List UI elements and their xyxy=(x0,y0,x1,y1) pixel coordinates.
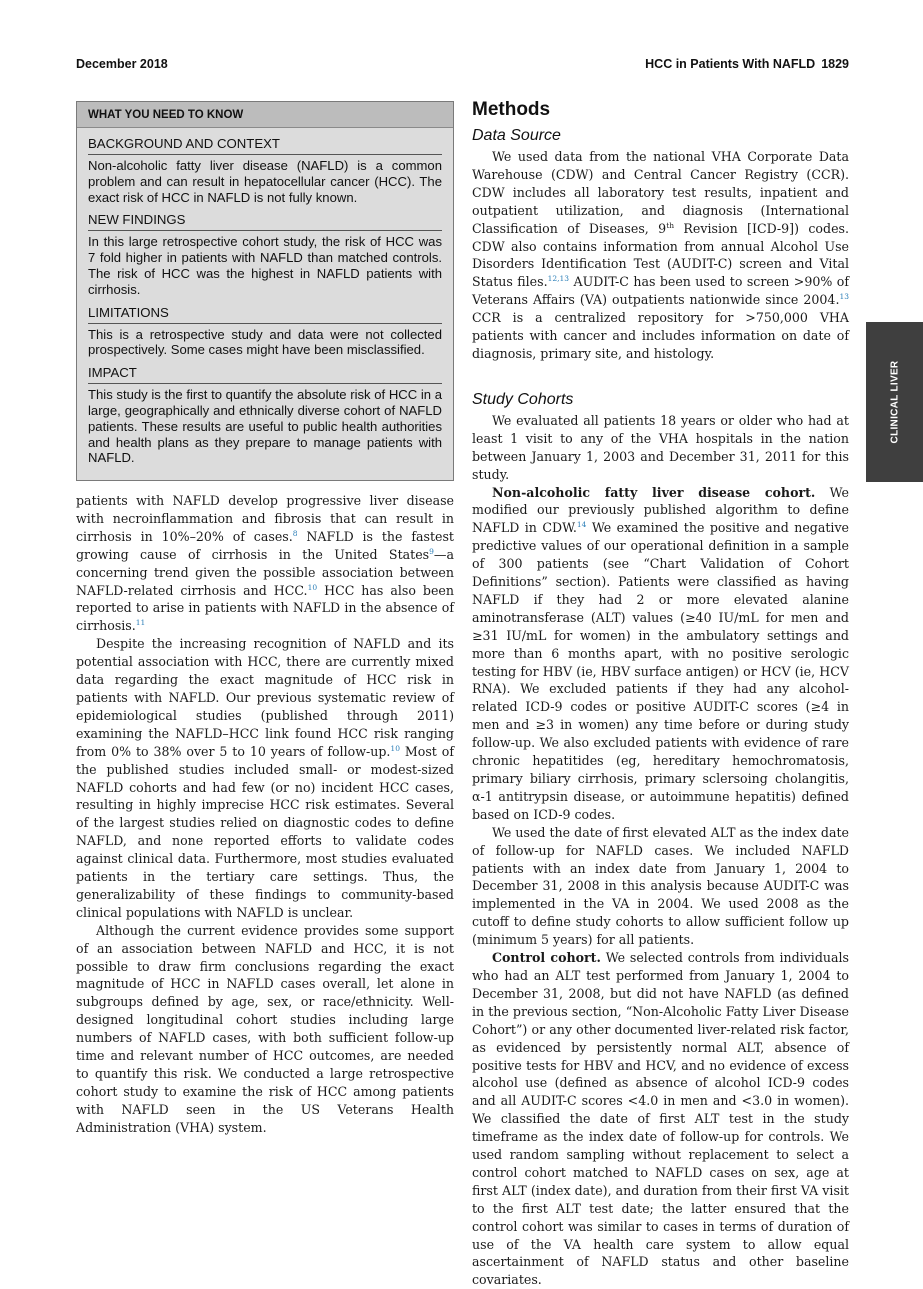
running-title: HCC in Patients With NAFLD xyxy=(645,57,816,71)
know-box-heading: WHAT YOU NEED TO KNOW xyxy=(77,102,453,128)
left-column xyxy=(76,492,454,1137)
citation-ref[interactable]: 11 xyxy=(135,618,146,628)
section-side-tab xyxy=(866,322,923,482)
side-tab-label: CLINICAL LIVER xyxy=(889,360,900,444)
study-cohorts-heading: Study Cohorts xyxy=(472,390,574,408)
study-cohorts-paragraph: We evaluated all patients 18 years or older who had at least 1 visit to any of the VHA hospitals in the nation between January 1, 2003 and December 31, 2011 for this study. xyxy=(472,412,849,482)
citation-ref[interactable]: 12,13 xyxy=(547,274,570,284)
know-box-body xyxy=(77,136,453,466)
citation-ref[interactable]: 13 xyxy=(839,292,849,302)
know-section-text: In this large retrospective cohort study, the risk of HCC was 7 fold higher in patients with NAFLD than matched controls. The risk of HCC was the highest in NAFLD patients with cirrhosis. xyxy=(88,234,442,297)
citation-ref[interactable]: 14 xyxy=(576,520,587,530)
citation-ref[interactable]: 9 xyxy=(429,546,434,556)
data-source-paragraph: We used data from the national VHA Corporate Data Warehouse (CDW) and Central Cancer Registry (CCR). CDW includes all laboratory test results, inpatient and outpatient utilization, and diagnosis (International Classification of Diseases, 9th Revision [ICD-9]) codes. CDW also contains information from annual Alcohol Use Disorders Identification Test (AUDIT-C) screen and Vital Status files.$^{12,13}$ AUDIT-C has been used to screen >90% of Veterans Affairs (VA) outpatients nationwide since 2004.13 CCR is a centralized repository for >750,000 VHA patients with cancer and includes information on date of diagnosis, primary site, and histology. xyxy=(472,149,849,361)
know-section-limitations xyxy=(88,305,442,359)
running-header-right xyxy=(645,57,849,71)
nafld-cohort-paragraph: Non-alcoholic fatty liver disease cohort. We modified our previously published algorithm to define NAFLD in CDW.$^{14}$ We examined the positive and negative predictive values of our operational definition in a sample of 300 patients (see “Chart Validation of Cohort Definitions” section). Patients were classified as having NAFLD if they had 2 or more elevated alanine aminotransferase (ALT) values (≥40 IU/mL for men and ≥31 IU/mL for women) in the ambulatory settings and more than 6 months apart, with no positive serologic testing for HBV (ie, HBV surface antigen) or HCV (ie, HCV RNA). We excluded patients if they had any alcohol-related ICD-9 codes or positive AUDIT-C scores (≥4 in men and ≥3 in women) any time before or during study follow-up. We also excluded patients with evidence of rare chronic hepatitides (eg, hereditary hemochromatosis, primary biliary cirrhosis, primary sclersoing cholangitis, α-1 antitrypsin disease, or autoimmune hepatitis) defined based on ICD-9 codes. xyxy=(472,484,850,822)
know-section-new-findings xyxy=(88,212,442,297)
intro-paragraph-continued: patients with NAFLD develop progressive liver disease with necroinflammation and fibrosis that can result in cirrhosis in 10%–20% of cases.$^8$ NAFLD is the fastest growing cause of cirrhosis in the United States$^9$—a concerning trend given the possible association between NAFLD-related cirrhosis and HCC.$^{10}$ HCC has also been reported to arise in patients with NAFLD in the absence of cirrhosis.$^{11}$ xyxy=(76,493,454,634)
methods-heading: Methods xyxy=(472,99,551,120)
control-cohort-paragraph: Control cohort. We selected controls from individuals who had an ALT test performed from January 1, 2004 to December 31, 2008, but did not have NAFLD (as defined in the previous section, “Non-Alcoholic Fatty Liver Disease Cohort”) or any other documented liver-related risk factor, as evidenced by persistently normal ALT, absence of positive tests for HBV and HCV, and no evidence of excess alcohol use (defined as absence of alcohol ICD-9 codes and all AUDIT-C scores <4.0 in men and <3.0 in women). We classified the date of first ALT test in the study timeframe as the index date of follow-up for controls. We used random sampling without replacement to select a control cohort matched to NAFLD cases on sex, age at first ALT (index date), and duration from their first VA visit to the first ALT test date; the latter ensured that the control cohort was similar to cases in terms of duration of use of the VA health care system to allow equal ascertainment of NAFLD status and other baseline covariates. xyxy=(472,950,849,1288)
know-section-title: LIMITATIONS xyxy=(88,305,442,324)
know-section-text: This is a retrospective study and data were not collected prospectively. Some cases might have been misclassified. xyxy=(88,326,442,358)
what-you-need-to-know-box xyxy=(76,101,454,481)
citation-ref[interactable]: 8 xyxy=(292,528,298,538)
running-header-date: December 2018 xyxy=(76,57,168,71)
intro-paragraph-3: Although the current evidence provides some support of an association between NAFLD and HCC, it is not possible to draw firm conclusions regarding the exact magnitude of HCC in NAFLD cases overall, let alone in subgroups defined by age, sex, or race/ethnicity. Well-designed longitudinal cohort studies including large numbers of NAFLD cases, with both sufficient follow-up time and relevant number of HCC outcomes, are needed to quantify this risk. We conducted a large retrospective cohort study to examine the risk of HCC among patients with NAFLD seen in the US Veterans Health Administration (VHA) system. xyxy=(76,922,454,1135)
data-source-heading: Data Source xyxy=(472,127,561,144)
know-section-text: Non-alcoholic fatty liver disease (NAFLD) is a common problem and can result in hepatocellular cancer (HCC). The exact risk of HCC in NAFLD is not fully known. xyxy=(88,158,442,205)
citation-ref[interactable]: 10 xyxy=(307,582,318,592)
know-section-background xyxy=(88,136,442,205)
control-cohort-run-in: Control cohort. xyxy=(492,950,601,966)
nafld-cohort-run-in: Non-alcoholic fatty liver disease cohort. xyxy=(492,484,816,500)
know-section-impact xyxy=(88,365,442,466)
know-section-title: IMPACT xyxy=(88,365,442,384)
know-section-text: This study is the first to quantify the absolute risk of HCC in a large, geographically and ethnically diverse cohort of NAFLD patients. These results are useful to public health authorities and health plans as they prepare to manage patients with NAFLD. xyxy=(88,387,442,466)
intro-paragraph-2: Despite the increasing recognition of NAFLD and its potential association with HCC, there are currently mixed data regarding the exact magnitude of HCC risk in patients with NAFLD. Our previous systematic review of epidemiological studies (published through 2011) examining the NAFLD–HCC link found HCC risk ranging from 0% to 38% over 5 to 10 years of follow-up.$^{10}$ Most of the published studies included small- or modest-sized NAFLD cohorts and had few (or no) incident HCC cases, resulting in highly imprecise HCC risk estimates. Several of the largest studies relied on diagnostic codes to define NAFLD, and none reported efforts to validate codes against clinical data. Furthermore, most studies evaluated patients in the tertiary care settings. Thus, the generalizability of these findings to community-based clinical populations with NAFLD is unclear. xyxy=(76,636,454,920)
know-section-title: BACKGROUND AND CONTEXT xyxy=(88,136,442,155)
index-date-paragraph: We used the date of first elevated ALT as the index date of follow-up for NAFLD cases. We included NAFLD patients with an index date from January 1, 2004 to December 31, 2008 in this analysis because AUDIT-C was implemented in the VA in 2004. We used 2008 as the cutoff to define study cohorts to allow sufficient follow up (minimum 5 years) for all patients. xyxy=(472,824,849,948)
page-number: 1829 xyxy=(821,57,849,71)
right-column xyxy=(472,98,849,1289)
citation-ref[interactable]: 10 xyxy=(390,743,400,753)
know-section-title: NEW FINDINGS xyxy=(88,212,442,231)
